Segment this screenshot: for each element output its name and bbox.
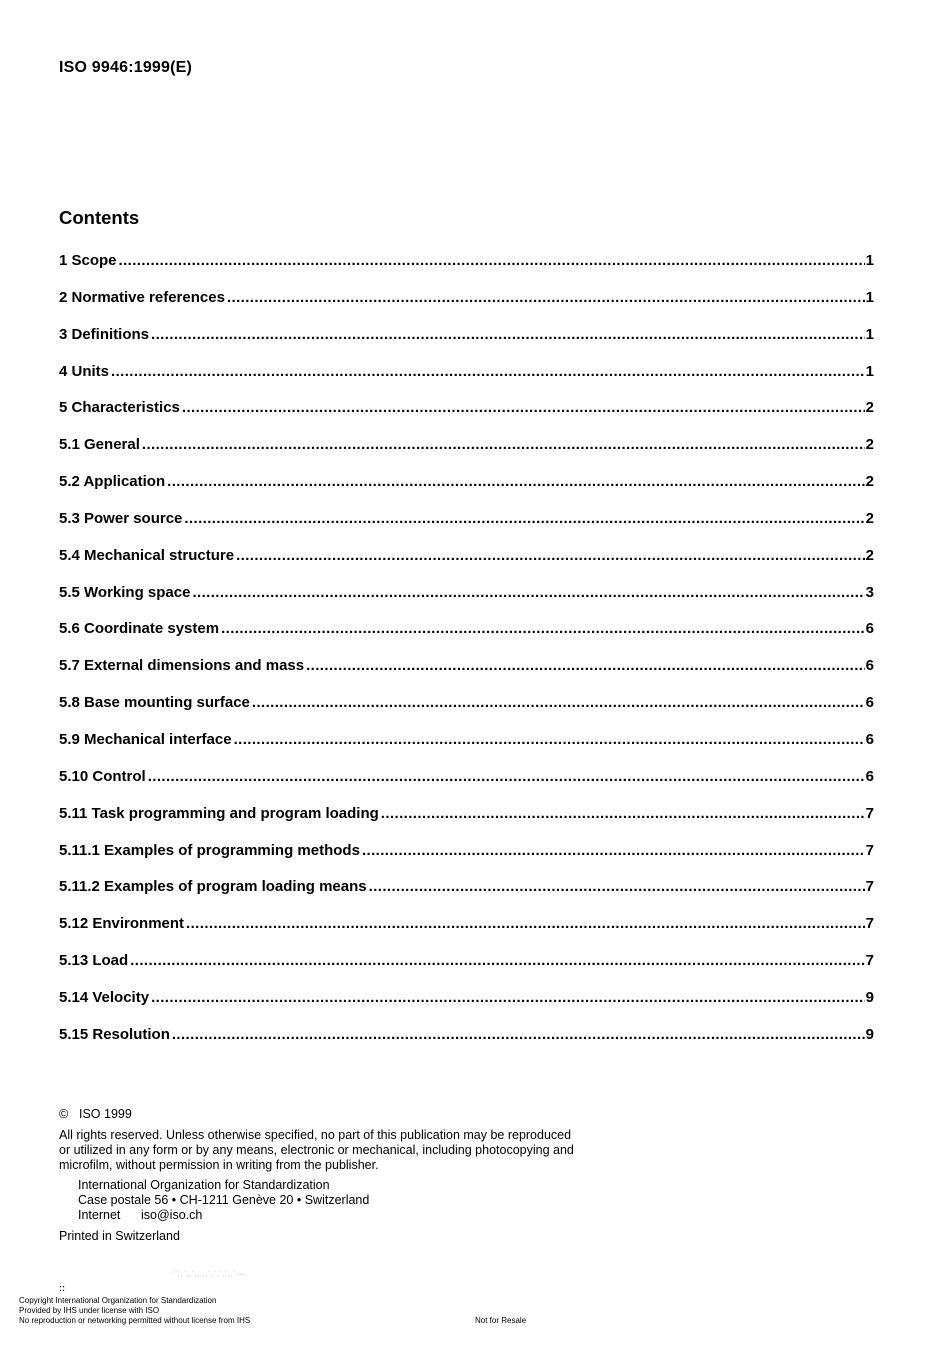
toc-entry-label: 5.11.2 Examples of program loading means [59,878,367,896]
internet-label: Internet [78,1208,121,1222]
toc-leader-dots [167,472,865,492]
toc-entry-load[interactable] [59,951,874,988]
toc-leader-dots [252,693,865,713]
toc-entry-external-dimensions-and-mass[interactable] [59,656,874,693]
toc-page-number: 6 [865,694,874,712]
toc-entry-units[interactable] [59,362,874,399]
toc-leader-dots [151,988,865,1008]
scan-watermark: '`,,`,,`,,,,,`,`,`,`,,`--- [173,1272,246,1278]
toc-entry-programming-methods[interactable] [59,841,874,878]
toc-page-number: 7 [865,915,874,933]
toc-entry-mechanical-interface[interactable] [59,730,874,767]
toc-entry-general[interactable] [59,435,874,472]
toc-entry-label: 5.13 Load [59,952,129,970]
toc-leader-dots [184,509,864,529]
toc-page-number: 2 [865,399,874,417]
toc-leader-dots [111,362,865,382]
postal-address: Case postale 56 • CH-1211 Genève 20 • Switzerland [78,1193,370,1207]
toc-page-number: 1 [865,325,874,343]
toc-entry-resolution[interactable] [59,1025,874,1062]
toc-entry-label: 5.9 Mechanical interface [59,730,232,748]
license-line: Copyright International Organization for Standardization [19,1296,217,1305]
toc-entry-application[interactable] [59,472,874,509]
rights-statement [59,1128,619,1173]
toc-leader-dots [227,288,865,308]
toc-page-number: 2 [865,546,874,564]
not-for-resale-label: Not for Resale [475,1316,527,1325]
toc-page-number: 1 [865,288,874,306]
toc-entry-label: 3 Definitions [59,325,150,343]
toc-page-number: 9 [865,988,874,1006]
toc-entry-task-programming[interactable] [59,804,874,841]
toc-entry-label: 2 Normative references [59,288,225,306]
contents-heading: Contents [59,207,140,228]
toc-entry-definitions[interactable] [59,325,874,362]
toc-entry-control[interactable] [59,767,874,804]
publisher-address [78,1178,619,1223]
toc-entry-velocity[interactable] [59,988,874,1025]
toc-entry-base-mounting-surface[interactable] [59,693,874,730]
toc-entry-label: 5.4 Mechanical structure [59,546,235,564]
toc-leader-dots [151,325,865,345]
toc-page-number: 6 [865,657,874,675]
toc-page-number: 9 [865,1025,874,1043]
copyright-icon: © [59,1107,69,1121]
toc-entry-label: 5.10 Control [59,767,146,785]
toc-entry-program-loading-means[interactable] [59,877,874,914]
license-notice [19,1296,250,1326]
toc-entry-label: 5.11 Task programming and program loading [59,804,379,822]
toc-entry-label: 5.14 Velocity [59,988,150,1006]
toc-page-number: 6 [865,730,874,748]
toc-entry-label: 5.5 Working space [59,583,191,601]
toc-page-number: 7 [865,878,874,896]
toc-entry-mechanical-structure[interactable] [59,546,874,583]
table-of-contents [59,251,874,1062]
toc-leader-dots [381,804,865,824]
toc-page-number: 1 [865,252,874,269]
toc-leader-dots [172,1025,865,1045]
toc-entry-label: 5.12 Environment [59,915,185,933]
toc-entry-label: 5.7 External dimensions and mass [59,657,305,675]
toc-leader-dots [186,914,865,934]
toc-entry-scope[interactable] [59,251,874,288]
rights-line: microfilm, without permission in writing from the publisher. [59,1158,379,1172]
organization-name: International Organization for Standardization [78,1178,330,1192]
toc-page-number: 6 [865,620,874,638]
toc-entry-label: 5.8 Base mounting surface [59,694,250,712]
document-id-header: ISO 9946:1999(E) [59,59,193,76]
toc-page-number: 3 [865,583,874,601]
license-line: Provided by IHS under license with ISO [19,1306,160,1315]
toc-leader-dots [119,251,865,271]
toc-entry-working-space[interactable] [59,583,874,620]
toc-leader-dots [306,656,865,676]
toc-page-number: 6 [865,767,874,785]
toc-page-number: 2 [865,509,874,527]
toc-leader-dots [182,398,865,418]
toc-entry-characteristics[interactable] [59,398,874,435]
toc-entry-label: 5 Characteristics [59,399,180,417]
toc-page-number: 7 [865,952,874,970]
toc-entry-coordinate-system[interactable] [59,619,874,656]
printed-location: Printed in Switzerland [59,1229,180,1243]
email-link[interactable]: iso@iso.ch [141,1208,203,1222]
toc-leader-dots [148,767,865,787]
toc-leader-dots [221,619,865,639]
footer-marks: :: [59,1283,65,1293]
toc-leader-dots [362,841,865,861]
license-line: No reproduction or networking permitted without license from IHS [19,1316,251,1325]
toc-entry-label: 5.2 Application [59,473,166,491]
toc-page-number: 7 [865,841,874,859]
toc-entry-power-source[interactable] [59,509,874,546]
toc-entry-label: 5.15 Resolution [59,1025,170,1043]
copyright-notice [59,1107,619,1244]
toc-leader-dots [234,730,865,750]
toc-entry-label: 5.3 Power source [59,509,183,527]
rights-line: All rights reserved. Unless otherwise specified, no part of this publication may be reproduced [59,1128,572,1142]
toc-page-number: 1 [865,362,874,380]
toc-entry-label: 4 Units [59,362,110,380]
toc-leader-dots [130,951,864,971]
rights-line: or utilized in any form or by any means, electronic or mechanical, including photocopying and [59,1143,574,1157]
copyright-year-line [59,1107,619,1122]
toc-leader-dots [142,435,865,455]
copyright-year: ISO 1999 [79,1107,132,1121]
toc-entry-label: 1 Scope [59,252,117,269]
toc-leader-dots [369,877,865,897]
toc-page-number: 2 [865,473,874,491]
toc-leader-dots [192,583,864,603]
toc-entry-label: 5.6 Coordinate system [59,620,220,638]
toc-page-number: 7 [865,804,874,822]
toc-leader-dots [236,546,865,566]
toc-page-number: 2 [865,436,874,454]
toc-entry-label: 5.11.1 Examples of programming methods [59,841,360,859]
toc-entry-normative-references[interactable] [59,288,874,325]
internet-line [78,1208,619,1223]
toc-entry-label: 5.1 General [59,436,140,454]
toc-entry-environment[interactable] [59,914,874,951]
